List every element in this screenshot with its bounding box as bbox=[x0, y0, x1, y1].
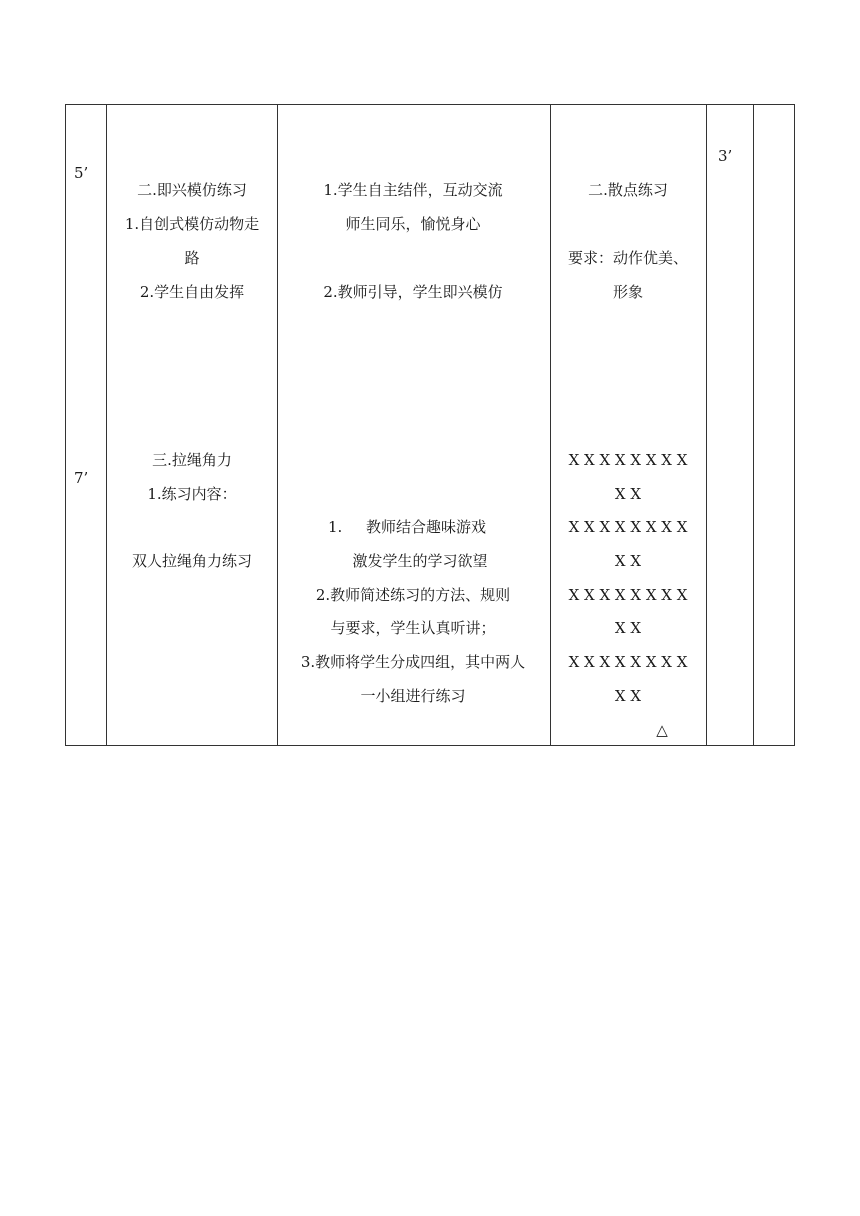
method-list-number: 1. bbox=[328, 518, 343, 536]
content-text: 1.练习内容： bbox=[147, 485, 237, 503]
organization-text: 二.散点练习 bbox=[588, 181, 668, 199]
formation-row: X X X X X X X X bbox=[568, 586, 688, 604]
content-text: 路 bbox=[184, 249, 200, 267]
time-cell: 3’ bbox=[718, 147, 733, 165]
method-text: 教师结合趣味游戏 bbox=[366, 518, 487, 536]
content-text: 双人拉绳角力练习 bbox=[131, 552, 253, 570]
column-divider bbox=[277, 104, 278, 746]
content-text: 2.学生自由发挥 bbox=[139, 283, 245, 301]
method-text: 激发学生的学习欲望 bbox=[352, 552, 488, 570]
formation-row: X X X X X X X X bbox=[568, 518, 688, 536]
method-text: 与要求，学生认真听讲； bbox=[330, 619, 496, 637]
method-text: 1.学生自主结伴，互动交流 bbox=[323, 181, 503, 199]
content-text: 二.即兴模仿练习 bbox=[137, 181, 247, 199]
method-text: 师生同乐，愉悦身心 bbox=[345, 215, 481, 233]
formation-row: X X X X X X X X bbox=[568, 653, 688, 671]
content-text: 1.自创式模仿动物走 bbox=[124, 215, 260, 233]
method-text: 3.教师将学生分成四组，其中两人 bbox=[300, 653, 526, 671]
method-text: 一小组进行练习 bbox=[360, 687, 466, 705]
time-cell: 5’ bbox=[74, 164, 89, 182]
column-divider bbox=[706, 104, 707, 746]
method-text: 2.教师简述练习的方法、规则 bbox=[315, 586, 511, 604]
formation-row: X X bbox=[614, 619, 642, 637]
content-text: 三.拉绳角力 bbox=[152, 451, 232, 469]
lesson-table bbox=[65, 104, 795, 746]
organization-text: 要求：动作优美、 bbox=[567, 249, 689, 267]
method-text: 2.教师引导，学生即兴模仿 bbox=[323, 283, 503, 301]
formation-row: X X bbox=[614, 485, 642, 503]
teacher-triangle-icon: △ bbox=[656, 721, 668, 739]
formation-row: X X X X X X X X bbox=[568, 451, 688, 469]
formation-row: X X bbox=[614, 552, 642, 570]
organization-text: 形象 bbox=[612, 283, 644, 301]
time-cell: 7’ bbox=[74, 469, 89, 487]
formation-row: X X bbox=[614, 687, 642, 705]
column-divider bbox=[106, 104, 107, 746]
column-divider bbox=[550, 104, 551, 746]
column-divider bbox=[753, 104, 754, 746]
